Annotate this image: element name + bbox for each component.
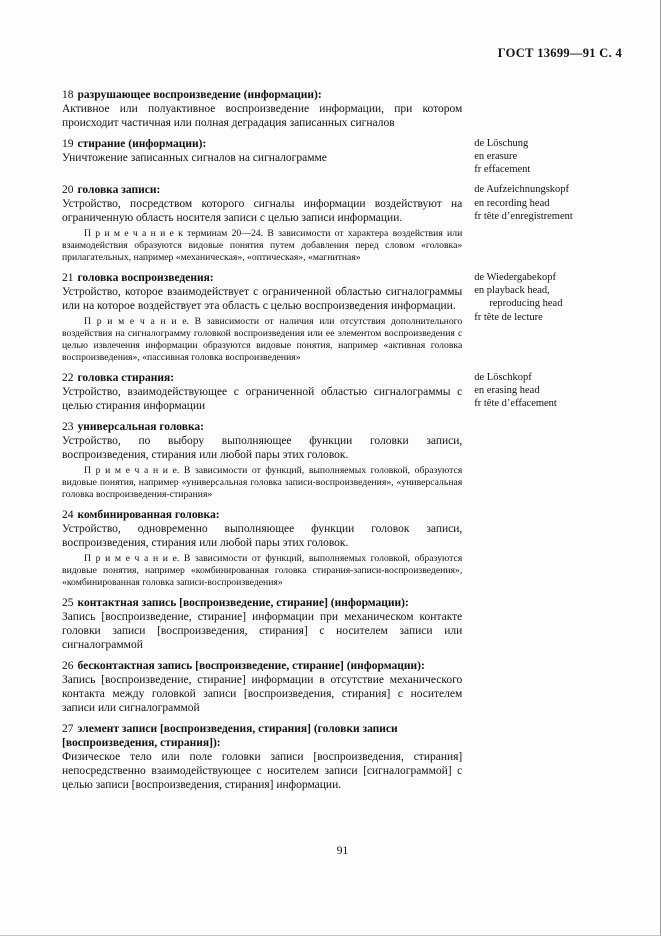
term-22 bbox=[62, 364, 622, 413]
term-title: головка стирания: bbox=[77, 371, 175, 384]
translation-line: de Löschkopf bbox=[474, 371, 532, 383]
term-definition: Запись [воспроизведение, стирание] информации в отсутствие механического контакта между головкой записи [воспроизведения, стирания] с носителем записи или сигналограммой bbox=[62, 673, 463, 714]
page-number: 91 bbox=[336, 845, 349, 857]
term-heading bbox=[62, 371, 462, 385]
term-definition: Устройство, одновременно выполняющее функции головок записи, воспроизведения, стирания или любой пары этих головок. bbox=[62, 522, 463, 549]
term-definition: Устройство, взаимодействующее с ограниченной областью сигналограммы с целью стирания информации bbox=[62, 385, 463, 412]
term-main-column bbox=[62, 652, 462, 715]
term-heading bbox=[62, 271, 462, 285]
term-note: П р и м е ч а н и е. В зависимости от функций, выполняемых головкой, образуются видовые понятия, например «комбинированная головка стирания-записи-воспроизведения», «комбинированная головка записи-воспроизведения» bbox=[62, 552, 463, 588]
translation-line: de Löschung bbox=[474, 138, 529, 150]
term-heading bbox=[62, 137, 462, 151]
term-definition: Запись [воспроизведение, стирание] информации при механическом контакте головки записи [воспроизведения, стирания] с носителем записи или сигналограммой bbox=[62, 610, 463, 651]
term-number: 25 bbox=[62, 596, 74, 609]
term-title: бесконтактная запись [воспроизведение, стирание] (информации): bbox=[77, 659, 425, 672]
term-title: разрушающее воспроизведение (информации): bbox=[77, 89, 322, 101]
term-heading bbox=[62, 722, 462, 750]
term-main-column bbox=[62, 413, 462, 501]
term-20 bbox=[62, 176, 622, 264]
term-main-column bbox=[62, 176, 462, 264]
term-main-column bbox=[62, 81, 462, 130]
translation-line: de Aufzeichnungskopf bbox=[474, 184, 570, 196]
translation-line: fr tête de lecture bbox=[474, 311, 543, 323]
term-24 bbox=[62, 501, 622, 589]
term-heading bbox=[62, 420, 462, 434]
term-26 bbox=[62, 652, 622, 715]
translation-line: fr effacement bbox=[474, 164, 531, 176]
term-definition: Физическое тело или поле головки записи [воспроизведения, стирания] непосредственно взаимодействующее с носителем записи [сигналограммой] с целью записи [воспроизведения, стирания] информации. bbox=[62, 750, 463, 791]
term-note: П р и м е ч а н и е. В зависимости от функций, выполняемых головкой, образуются видовые понятия, например «универсальная головка записи-воспроизведения», «универсальная головка воспроизведения-стирания» bbox=[62, 465, 463, 500]
term-title: контактная запись [воспроизведение, стирание] (информации): bbox=[77, 596, 409, 609]
term-main-column bbox=[62, 364, 462, 413]
term-21 bbox=[62, 264, 622, 364]
term-main-column bbox=[62, 589, 462, 652]
term-definition: Устройство, по выбору выполняющее функции головки записи, воспроизведения, стирания или любой пары этих головок. bbox=[62, 435, 463, 462]
term-heading bbox=[62, 659, 462, 673]
term-translations bbox=[462, 264, 622, 324]
page-header: ГОСТ 13699—91 С. 4 bbox=[497, 46, 622, 60]
term-number: 18 bbox=[62, 89, 74, 101]
term-heading bbox=[62, 508, 462, 522]
term-main-column bbox=[62, 501, 462, 589]
term-definition: Активное или полуактивное воспроизведение информации, при котором происходит частичная или полная деградация записанных сигналов bbox=[62, 103, 463, 130]
translation-line: fr tête d’effacement bbox=[474, 398, 557, 410]
term-main-column bbox=[62, 715, 462, 792]
term-number: 26 bbox=[62, 659, 74, 672]
term-note: П р и м е ч а н и е к терминам 20—24. В зависимости от характера воздействия или взаимодействия образуются видовые понятия путем добавления перед словом «головка» прилагательных, например «механическая», «оптическая», «магнитная» bbox=[62, 228, 463, 264]
term-title: головка записи: bbox=[77, 184, 161, 197]
term-27 bbox=[62, 715, 622, 792]
term-number: 21 bbox=[62, 272, 74, 285]
term-heading bbox=[62, 183, 462, 197]
translation-line: en erasure bbox=[474, 151, 518, 163]
term-definition: Уничтожение записанных сигналов на сигналограмме bbox=[62, 152, 327, 165]
term-number: 24 bbox=[62, 508, 74, 521]
term-19 bbox=[62, 130, 622, 176]
term-number: 23 bbox=[62, 421, 74, 434]
translation-line: en recording head bbox=[474, 197, 550, 209]
term-heading bbox=[62, 596, 462, 610]
translation-line: en playback head, bbox=[474, 285, 550, 297]
term-18 bbox=[62, 81, 622, 130]
term-title: комбинированная головка: bbox=[77, 508, 220, 521]
term-translations bbox=[462, 176, 622, 222]
term-main-column bbox=[62, 130, 462, 165]
translation-line: reproducing head bbox=[489, 298, 563, 310]
term-title: стирание (информации): bbox=[77, 138, 207, 151]
term-translations bbox=[462, 364, 622, 410]
term-23 bbox=[62, 413, 622, 501]
term-definition: Устройство, посредством которого сигналы информации воздействуют на ограниченную область носителя записи с целью записи информации. bbox=[62, 198, 463, 225]
term-title: универсальная головка: bbox=[77, 421, 205, 434]
term-25 bbox=[62, 589, 622, 652]
term-definition: Устройство, которое взаимодействует с ограниченной областью сигналограммы или на которое воздействует эта область с целью воспроизведения информации. bbox=[62, 286, 463, 313]
term-number: 20 bbox=[62, 184, 74, 197]
term-title: элемент записи [воспроизведения, стирания] (головки записи [воспроизведения, стирания]): bbox=[62, 722, 398, 749]
term-number: 27 bbox=[62, 722, 74, 735]
term-title: головка воспроизведения: bbox=[77, 272, 214, 285]
translation-line: fr tête d’enregistrement bbox=[474, 210, 573, 222]
term-translations bbox=[462, 130, 622, 176]
term-note: П р и м е ч а н и е. В зависимости от наличия или отсутствия дополнительного воздействия на сигналограмму головкой воспроизведения или ее элементом воспроизведения с целью извлечения информации образуются видовые понятия, например «активная головка воспроизведения», «пассивная головка воспроизведения» bbox=[62, 316, 463, 364]
term-number: 19 bbox=[62, 138, 74, 151]
translation-line: en erasing head bbox=[474, 385, 540, 397]
term-number: 22 bbox=[62, 371, 74, 384]
translation-line: de Wiedergabekopf bbox=[474, 272, 556, 284]
term-heading bbox=[62, 88, 462, 102]
term-main-column bbox=[62, 264, 462, 364]
